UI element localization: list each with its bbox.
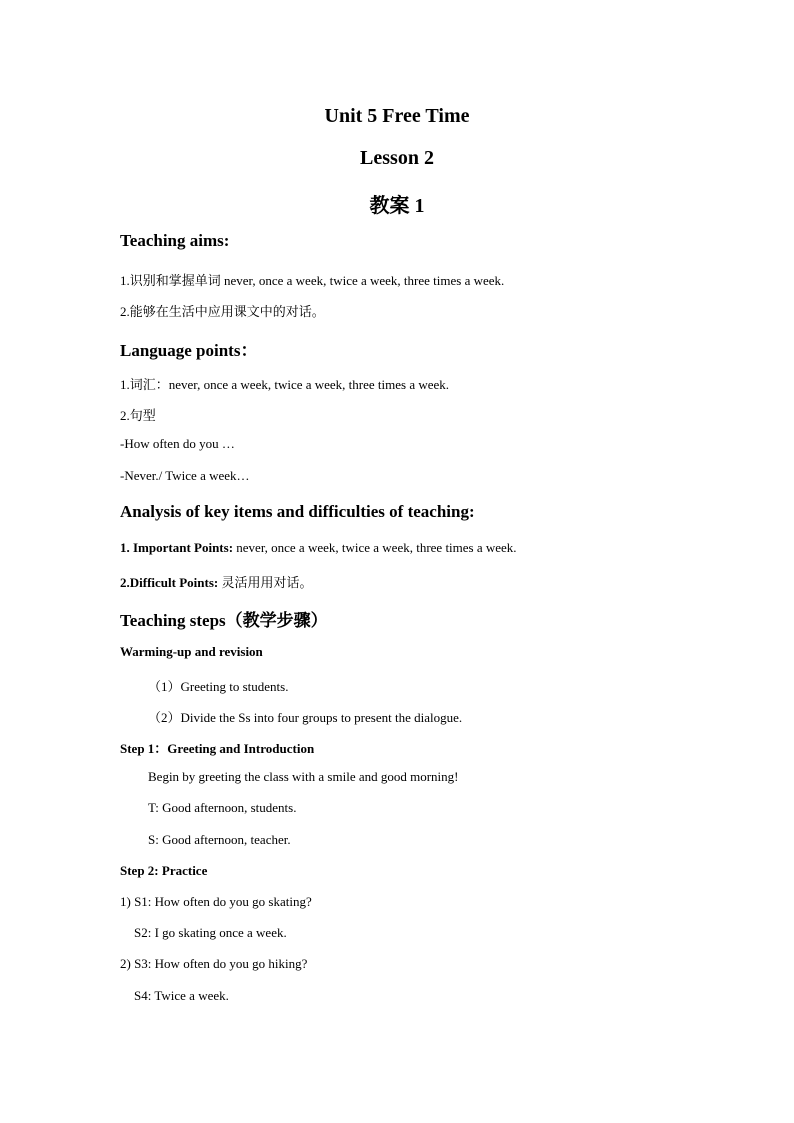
- language-point-item: 2.句型: [120, 408, 156, 423]
- step2-item: 2) S3: How often do you go hiking?: [120, 956, 308, 971]
- step2-item: S4: Twice a week.: [134, 988, 229, 1003]
- lesson-title: Lesson 2: [360, 147, 434, 169]
- step1-heading: Step 1：Greeting and Introduction: [120, 741, 315, 756]
- teaching-aim-item: 1.识别和掌握单词 never, once a week, twice a week, three times a week.: [120, 273, 505, 288]
- difficult-points-label: 2.Difficult Points:: [120, 575, 219, 590]
- language-point-item: -Never./ Twice a week…: [120, 468, 250, 483]
- step1-item: T: Good afternoon, students.: [148, 800, 297, 815]
- teaching-steps-heading: Teaching steps（教学步骤）: [120, 611, 328, 630]
- important-points-line: [120, 540, 517, 556]
- language-points-heading: Language points：: [120, 341, 258, 360]
- step2-heading: Step 2: Practice: [120, 863, 208, 878]
- step2-item: 1) S1: How often do you go skating?: [120, 894, 312, 909]
- language-point-item: -How often do you …: [120, 436, 235, 451]
- difficult-points-line: [120, 572, 312, 591]
- warmup-heading: Warming-up and revision: [120, 644, 263, 659]
- warmup-item: （1）Greeting to students.: [148, 679, 289, 694]
- step1-item: Begin by greeting the class with a smile and good morning!: [148, 769, 459, 784]
- language-point-item: 1.词汇：never, once a week, twice a week, three times a week.: [120, 377, 450, 392]
- difficult-points-text: 灵活用用对话。: [218, 575, 313, 590]
- step1-item: S: Good afternoon, teacher.: [148, 832, 291, 847]
- teaching-aim-item: 2.能够在生活中应用课文中的对话。: [120, 304, 325, 319]
- important-points-text: never, once a week, twice a week, three times a week.: [233, 540, 517, 555]
- important-points-label: 1. Important Points:: [120, 540, 234, 555]
- teaching-aims-heading: Teaching aims:: [120, 231, 230, 250]
- warmup-item: （2）Divide the Ss into four groups to present the dialogue.: [148, 710, 463, 725]
- step2-item: S2: I go skating once a week.: [134, 925, 287, 940]
- unit-title: Unit 5 Free Time: [324, 105, 470, 127]
- plan-title: 教案 1: [369, 195, 425, 217]
- analysis-heading: Analysis of key items and difficulties of teaching:: [120, 502, 475, 521]
